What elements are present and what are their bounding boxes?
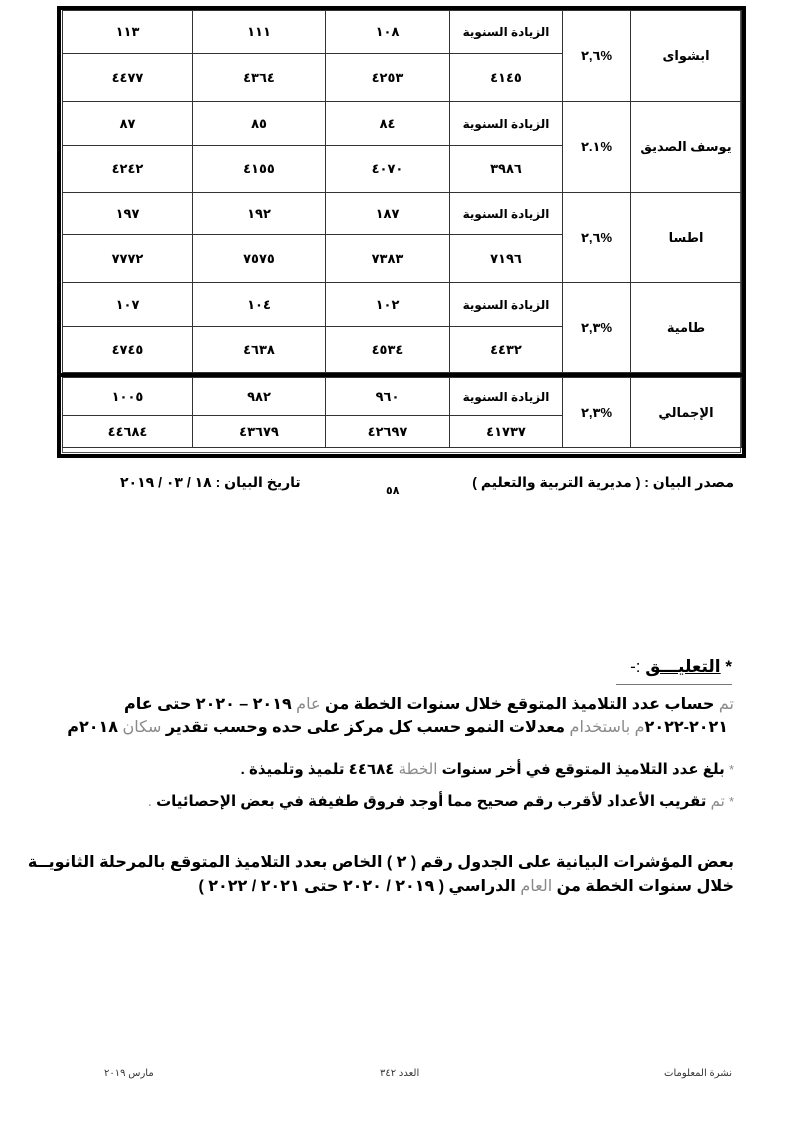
- increase-value: ١١١: [193, 11, 326, 54]
- bullet-1: * بلغ عدد التلاميذ المتوقع في أخر سنوات الخطة ٤٤٦٨٤ تلميذ وتلميذة .: [240, 761, 734, 778]
- base-value: ٤٤٣٢: [450, 327, 563, 373]
- center-name: ابشواى: [631, 11, 742, 102]
- base-value: ٤١٧٣٧: [450, 416, 563, 448]
- increase-value: ١٠٠٥: [63, 378, 193, 416]
- total-value: ٤٢٤٢: [63, 146, 193, 193]
- increase-value: ٨٤: [326, 102, 450, 146]
- base-value: ٣٩٨٦: [450, 146, 563, 193]
- table-row: [63, 102, 742, 146]
- increase-value: ١٨٧: [326, 193, 450, 235]
- increase-value: ٨٧: [63, 102, 193, 146]
- heading-rule: [616, 684, 732, 685]
- heading-star: *: [725, 657, 732, 676]
- commentary-heading: [630, 657, 732, 677]
- annual-increase-label: الزيادة السنوية: [450, 102, 563, 146]
- total-value: ٤٧٤٥: [63, 327, 193, 373]
- projection-table: [62, 10, 742, 448]
- indicators-line-2: خلال سنوات الخطة من العام الدراسي ( ٢٠١٩ / ٢٠٢٠ حتى ٢٠٢١ / ٢٠٢٢ ): [198, 878, 734, 895]
- annual-increase-label: الزيادة السنوية: [450, 11, 563, 54]
- increase-value: ١٠٧: [63, 283, 193, 327]
- footer-issue: العدد ٣٤٢: [380, 1068, 420, 1079]
- data-source: مصدر البيان : ( مديرية التربية والتعليم ): [472, 474, 734, 490]
- total-growth-rate: %٢,٣: [563, 378, 631, 448]
- heading-suffix: :-: [630, 657, 641, 676]
- annual-increase-label: الزيادة السنوية: [450, 193, 563, 235]
- base-value: ٧١٩٦: [450, 235, 563, 283]
- total-value: ٤٢٦٩٧: [326, 416, 450, 448]
- increase-value: ١٠٢: [326, 283, 450, 327]
- total-value: ٤٠٧٠: [326, 146, 450, 193]
- growth-rate: %٢,٦: [563, 193, 631, 283]
- footer-date: مارس ٢٠١٩: [104, 1068, 154, 1079]
- center-name: طامية: [631, 283, 742, 373]
- increase-value: ١٠٨: [326, 11, 450, 54]
- total-value: ٤١٥٥: [193, 146, 326, 193]
- increase-value: ٨٥: [193, 102, 326, 146]
- growth-rate: %٢,٣: [563, 283, 631, 373]
- annual-increase-label: الزيادة السنوية: [450, 378, 563, 416]
- footer-publication: نشرة المعلومات: [664, 1068, 732, 1079]
- total-value: ٤٦٣٨: [193, 327, 326, 373]
- annual-increase-label: الزيادة السنوية: [450, 283, 563, 327]
- indicators-line-1: بعض المؤشرات البيانية على الجدول رقم ( ٢ ) الخاص بعدد التلاميذ المتوقع بالمرحلة الثانويــة: [27, 854, 734, 871]
- page-number: ٥٨: [386, 485, 400, 497]
- center-name: اطسا: [631, 193, 742, 283]
- commentary-line-1: تم حساب عدد التلاميذ المتوقع خلال سنوات الخطة من عام ٢٠١٩ – ٢٠٢٠ حتى عام: [123, 696, 734, 713]
- table-row: [63, 283, 742, 327]
- base-value: ٤١٤٥: [450, 54, 563, 102]
- data-date: تاريخ البيان : ١٨ / ٠٣ / ٢٠١٩: [120, 474, 301, 490]
- table-row: [63, 193, 742, 235]
- increase-value: ١٠٤: [193, 283, 326, 327]
- increase-value: ٩٦٠: [326, 378, 450, 416]
- increase-value: ٩٨٢: [193, 378, 326, 416]
- growth-rate: %٢.١: [563, 102, 631, 193]
- bullet-2: * تم تقريب الأعداد لأقرب رقم صحيح مما أوجد فروق طفيفة في بعض الإحصائيات .: [147, 793, 734, 810]
- increase-value: ١٩٢: [193, 193, 326, 235]
- total-value: ٤٢٥٣: [326, 54, 450, 102]
- total-value: ٤٥٣٤: [326, 327, 450, 373]
- total-value: ٧٥٧٥: [193, 235, 326, 283]
- total-row: [63, 378, 742, 416]
- center-name: يوسف الصديق: [631, 102, 742, 193]
- table-row: [63, 11, 742, 54]
- commentary-line-2: ٢٠٢١-٢٠٢٢م باستخدام معدلات النمو حسب كل مركز على حده وحسب تقدير سكان ٢٠١٨م: [67, 719, 728, 736]
- increase-value: ١٩٧: [63, 193, 193, 235]
- total-name: الإجمالي: [631, 378, 742, 448]
- total-value: ٤٣٦٤: [193, 54, 326, 102]
- total-value: ٤٤٦٨٤: [63, 416, 193, 448]
- total-value: ٤٤٧٧: [63, 54, 193, 102]
- total-value: ٤٣٦٧٩: [193, 416, 326, 448]
- total-value: ٧٣٨٣: [326, 235, 450, 283]
- heading-title: التعليـــق: [645, 657, 721, 676]
- increase-value: ١١٣: [63, 11, 193, 54]
- total-value: ٧٧٧٢: [63, 235, 193, 283]
- growth-rate: %٢,٦: [563, 11, 631, 102]
